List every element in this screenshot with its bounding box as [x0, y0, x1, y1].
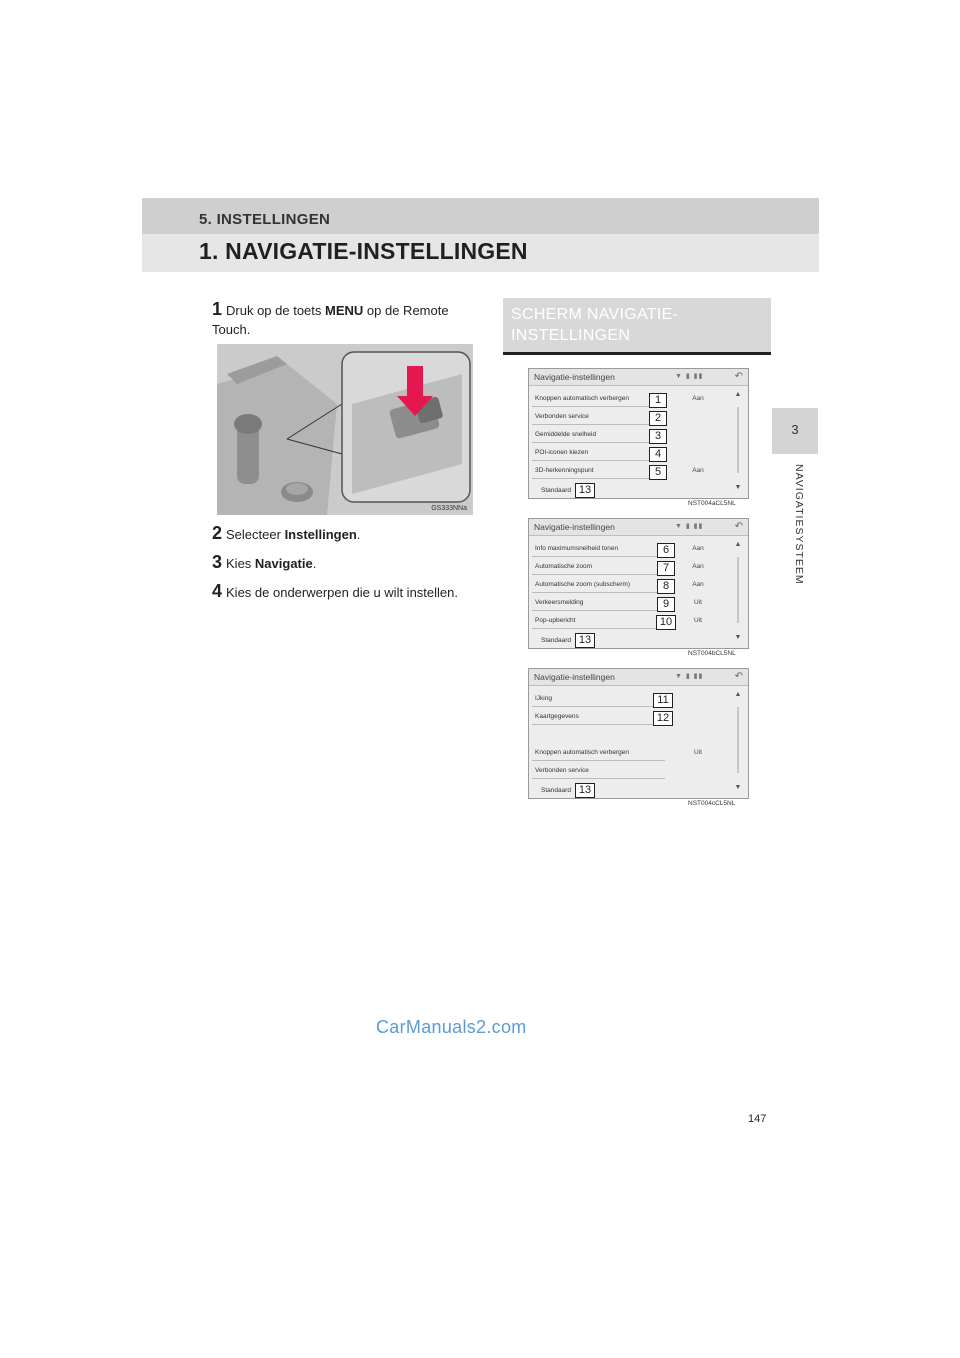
page-header [142, 198, 819, 272]
step-text-bold: Navigatie [254, 556, 313, 571]
remote-touch-photo [217, 344, 473, 515]
step-text-post: op de Remote Touch. [212, 303, 449, 337]
step-2 [212, 524, 484, 544]
setting-value: Uit [694, 617, 702, 624]
callout-badge: 13 [575, 633, 595, 648]
callout-badge: 2 [649, 411, 667, 426]
standard-button[interactable]: Standaard [541, 487, 571, 494]
page-number: 147 [748, 1113, 767, 1125]
screen-title: Navigatie-instellingen [534, 372, 615, 382]
callout-badge: 11 [653, 693, 673, 708]
setting-value: Uit [694, 749, 702, 756]
status-icons: ▼ ▮ ▮▮ [675, 673, 704, 680]
setting-value: Aan [692, 563, 704, 570]
callout-badge: 1 [649, 393, 667, 408]
step-text-bold: MENU [325, 303, 364, 318]
step-text-post: . [356, 527, 361, 542]
back-icon[interactable]: ↶ [734, 371, 743, 382]
settings-row[interactable]: Knoppen automatisch verbergen [532, 391, 665, 407]
nav-settings-screen-3 [528, 668, 749, 799]
scroll-track [737, 707, 739, 773]
step-3 [212, 553, 484, 573]
callout-badge: 4 [649, 447, 667, 462]
back-icon[interactable]: ↶ [734, 671, 743, 682]
back-icon[interactable]: ↶ [734, 521, 743, 532]
callout-badge: 9 [657, 597, 675, 612]
settings-row[interactable]: IJking [532, 691, 665, 707]
scroll-track [737, 557, 739, 623]
section-heading-line2: INSTELLINGEN [511, 327, 631, 344]
settings-row[interactable]: Automatische zoom (subscherm) [532, 577, 665, 593]
settings-row[interactable]: Kaartgegevens [532, 709, 665, 725]
scroll-down-icon[interactable]: ▼ [734, 484, 742, 491]
scrollbar[interactable] [731, 541, 745, 641]
screen-title: Navigatie-instellingen [534, 672, 615, 682]
settings-row[interactable]: Verkeersmelding [532, 595, 665, 611]
callout-badge: 10 [656, 615, 676, 630]
callout-badge: 3 [649, 429, 667, 444]
step-number: 1 [212, 299, 223, 319]
callout-badge: 5 [649, 465, 667, 480]
section-heading-line1: SCHERM NAVIGATIE- [511, 306, 679, 323]
callout-badge: 6 [657, 543, 675, 558]
status-icons: ▼ ▮ ▮▮ [675, 523, 704, 530]
chapter-number: 3 [791, 422, 799, 437]
step-number: 4 [212, 581, 223, 601]
callout-badge: 12 [653, 711, 673, 726]
scrollbar[interactable] [731, 391, 745, 491]
section-heading [503, 298, 771, 355]
scroll-down-icon[interactable]: ▼ [734, 634, 742, 641]
scroll-up-icon[interactable]: ▲ [734, 391, 742, 398]
figure-code: NST004aCL5NL [688, 500, 736, 507]
setting-value: Aan [692, 545, 704, 552]
chapter-tab [772, 408, 818, 454]
setting-value: Uit [694, 599, 702, 606]
callout-badge: 13 [575, 483, 595, 498]
standard-button[interactable]: Standaard [541, 787, 571, 794]
settings-row[interactable]: POI-iconen kiezen [532, 445, 665, 461]
step-text-pre: Druk op de toets [226, 303, 326, 318]
step-text-pre: Kies de onderwerpen die u wilt instellen. [226, 585, 458, 600]
scroll-down-icon[interactable]: ▼ [734, 784, 742, 791]
status-icons: ▼ ▮ ▮▮ [675, 373, 704, 380]
step-4 [212, 582, 484, 602]
step-number: 3 [212, 552, 223, 572]
step-text-pre: Selecteer [226, 527, 285, 542]
scroll-up-icon[interactable]: ▲ [734, 691, 742, 698]
standard-button[interactable]: Standaard [541, 637, 571, 644]
scroll-up-icon[interactable]: ▲ [734, 541, 742, 548]
console-illustration [217, 344, 473, 515]
setting-value: Aan [692, 467, 704, 474]
screen-title: Navigatie-instellingen [534, 522, 615, 532]
settings-row[interactable]: Info maximumsnelheid tonen [532, 541, 665, 557]
setting-value: Aan [692, 395, 704, 402]
settings-row[interactable]: 3D-herkenningspunt [532, 463, 665, 479]
watermark: CarManuals2.com [376, 1017, 527, 1037]
figure-code: NST004bCL5NL [688, 650, 736, 657]
chapter-label [777, 464, 813, 624]
step-text-bold: Instellingen [284, 527, 357, 542]
section-title: 5. INSTELLINGEN [199, 211, 331, 228]
nav-settings-screen-2 [528, 518, 749, 649]
step-1 [212, 300, 484, 339]
step-number: 2 [212, 523, 223, 543]
settings-row[interactable]: Gemiddelde snelheid [532, 427, 665, 443]
scrollbar[interactable] [731, 691, 745, 791]
settings-row[interactable]: Verbonden service [532, 763, 665, 779]
setting-value: Aan [692, 581, 704, 588]
settings-row[interactable]: Automatische zoom [532, 559, 665, 575]
callout-badge: 8 [657, 579, 675, 594]
step-text-post: . [312, 556, 317, 571]
step-text-pre: Kies [226, 556, 255, 571]
page-title: 1. NAVIGATIE-INSTELLINGEN [199, 238, 528, 264]
photo-code: GS333NNa [431, 505, 467, 512]
figure-code: NST004cCL5NL [688, 800, 736, 807]
settings-row[interactable]: Pop-upbericht [532, 613, 665, 629]
scroll-track [737, 407, 739, 473]
callout-badge: 13 [575, 783, 595, 798]
callout-badge: 7 [657, 561, 675, 576]
chapter-label-text: NAVIGATIESYSTEEM [793, 464, 805, 585]
settings-row[interactable]: Verbonden service [532, 409, 665, 425]
settings-row[interactable]: Knoppen automatisch verbergen [532, 745, 665, 761]
nav-settings-screen-1 [528, 368, 749, 499]
